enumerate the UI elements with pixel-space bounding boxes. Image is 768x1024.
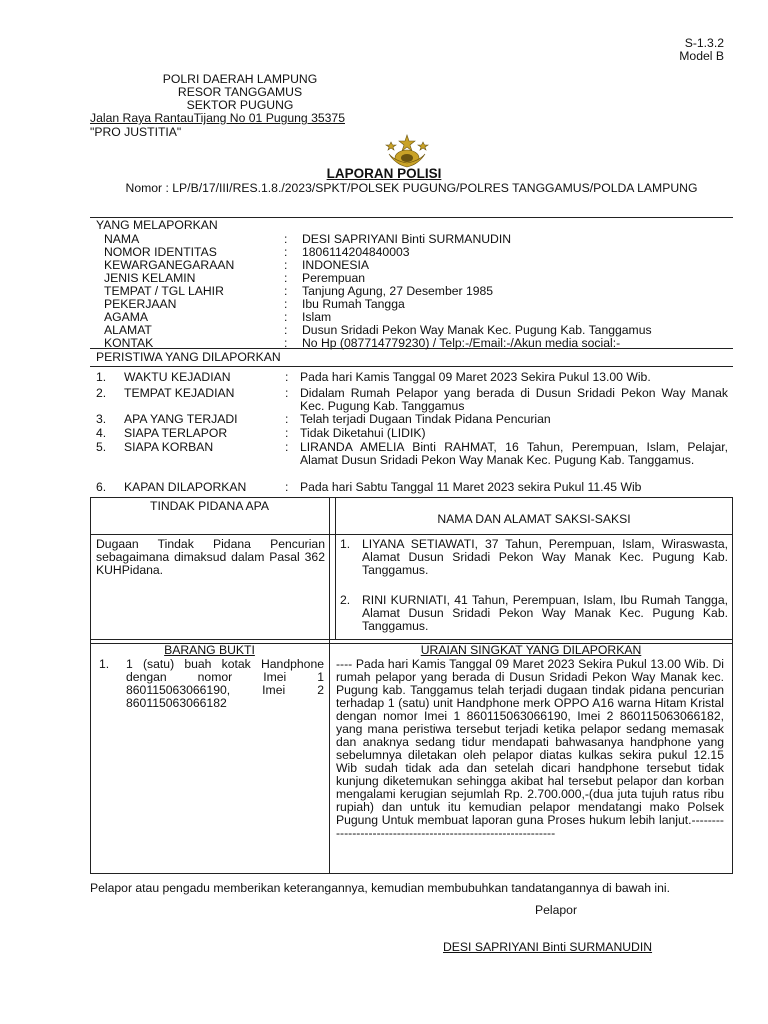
field-colon: :: [284, 258, 288, 272]
barang-bukti-header: BARANG BUKTI: [164, 643, 255, 657]
saksi-list: [340, 538, 728, 634]
event-label: KAPAN DILAPORKAN: [124, 480, 247, 494]
event-colon: :: [285, 480, 289, 494]
form-code-line1: S-1.3.2: [684, 36, 724, 50]
police-emblem-icon: [385, 134, 429, 168]
field-colon: :: [284, 284, 288, 298]
uraian-text: ---- Pada hari Kamis Tanggal 09 Maret 2023 Sekira Pukul 13.00 Wib. Di rumah pelapor yang berada di Dusun Sridadi Pekon Way Manak kec. Pugung kab. Tanggamus telah terjadi dugaan tindak pidana pencurian terhadap 1 (satu) unit Handphone merk OPPO A16 warna Hitam Kristal dengan nomor Imei 1 860115063066190, Imei 2 860115063066182, yang mana peristiwa tersebut terjadi ketika pelapor sedang memasak dan anaknya sedang tidur mendapati bahwasanya handphone yang sebelumnya diletakan oleh pelapor diatas kulkas sekira pukul 12.15 Wib sudah tidak ada dan setelah dicari handphone tersebut tidak kunjung diketemukan sehingga akibat hal tersebut pelapor dan korban mengalami kerugian sejumlah Rp. 2.700.000,-(dua juta tujuh ratus ribu rupiah) dan untuk itu kemudian pelapor mendatangi mako Polsek Pugung Untuk membuat laporan guna Proses hukum lebih lanjut.--------------------------------------------------------------: [336, 657, 724, 840]
list-item: [340, 538, 728, 594]
event-heading: PERISTIWA YANG DILAPORKAN: [96, 350, 281, 364]
saksi-header: NAMA DAN ALAMAT SAKSI-SAKSI: [437, 512, 631, 526]
saksi-text: LIYANA SETIAWATI, 37 Tahun, Perempuan, Islam, Wiraswasta, Alamat Dusun Sridadi Pekon Way Manak Kec. Pugung Kab. Tanggamus.: [362, 537, 728, 577]
field-colon: :: [284, 232, 288, 246]
reporter-heading: YANG MELAPORKAN: [96, 218, 218, 232]
divider: [90, 366, 733, 367]
field-label: TEMPAT / TGL LAHIR: [104, 284, 224, 298]
field-colon: :: [284, 323, 288, 337]
field-value: No Hp (087714779230) / Telp:-/Email:-/Akun media social:-: [302, 336, 621, 350]
event-label: APA YANG TERJADI: [124, 412, 238, 426]
field-colon: :: [284, 271, 288, 285]
saksi-number: 2.: [340, 593, 351, 607]
event-number: 5.: [96, 440, 107, 454]
event-number: 6.: [96, 480, 107, 494]
org-line-2: RESOR TANGGAMUS: [177, 85, 303, 99]
field-value: 1806114204840003: [302, 245, 410, 259]
field-colon: :: [284, 336, 288, 350]
divider: [90, 348, 733, 349]
event-colon: :: [285, 412, 289, 426]
office-address: Jalan Raya RantauTijang No 01 Pugung 35375: [90, 111, 345, 125]
field-value: Dusun Sridadi Pekon Way Manak Kec. Pugung Kab. Tanggamus: [302, 323, 652, 337]
org-line-3: SEKTOR PUGUNG: [186, 98, 294, 112]
field-value: Ibu Rumah Tangga: [302, 297, 405, 311]
event-value: Pada hari Kamis Tanggal 09 Maret 2023 Sekira Pukul 13.00 Wib.: [300, 370, 651, 384]
table-col-divider: [329, 497, 330, 874]
event-value: LIRANDA AMELIA Binti RAHMAT, 16 Tahun, Perempuan, Islam, Pelajar, Alamat Dusun Sridadi Pekon Way Manak Kec. Pugung Kab. Tanggamus.: [300, 440, 728, 467]
event-value: Telah terjadi Dugaan Tindak Pidana Pencurian: [300, 412, 551, 426]
field-value: DESI SAPRIYANI Binti SURMANUDIN: [302, 232, 512, 246]
field-label: KONTAK: [104, 336, 154, 350]
table-row-divider: [90, 534, 733, 535]
event-number: 3.: [96, 412, 107, 426]
event-number: 1.: [96, 370, 107, 384]
event-colon: :: [285, 426, 289, 440]
form-code: [679, 37, 724, 62]
uraian-header: URAIAN SINGKAT YANG DILAPORKAN: [420, 643, 642, 657]
field-label: NOMOR IDENTITAS: [104, 245, 217, 259]
org-line-1: POLRI DAERAH LAMPUNG: [162, 72, 318, 86]
event-value: Pada hari Sabtu Tanggal 11 Maret 2023 sekira Pukul 11.45 Wib: [300, 480, 642, 494]
footer-statement: Pelapor atau pengadu memberikan keterangannya, kemudian membubuhkan tandatangannya di bawah ini.: [90, 881, 670, 895]
event-colon: :: [285, 386, 289, 400]
field-label: PEKERJAAN: [104, 297, 177, 311]
table-row-divider: [90, 639, 733, 640]
signature-name: DESI SAPRIYANI Binti SURMANUDIN: [443, 940, 653, 954]
barang-bukti-text: 1 (satu) buah kotak Handphone dengan nomor Imei 1 860115063066190, Imei 2 860115063066182: [126, 657, 324, 710]
field-colon: :: [284, 297, 288, 311]
report-number: Nomor : LP/B/17/III/RES.1.8./2023/SPKT/POLSEK PUGUNG/POLRES TANGGAMUS/POLDA LAMPUNG: [125, 181, 698, 195]
field-label: JENIS KELAMIN: [104, 271, 196, 285]
field-value: Islam: [302, 310, 332, 324]
saksi-text: RINI KURNIATI, 41 Tahun, Perempuan, Islam, Ibu Rumah Tangga, Alamat Dusun Sridadi Pekon Way Manak Kec. Pugung Kab. Tanggamus.: [362, 593, 728, 633]
org-header: [95, 73, 385, 112]
field-label: ALAMAT: [104, 323, 152, 337]
event-number: 2.: [96, 386, 107, 400]
event-label: WAKTU KEJADIAN: [124, 370, 231, 384]
barang-bukti-number: 1.: [99, 657, 110, 671]
event-colon: :: [285, 440, 289, 454]
field-value: Perempuan: [302, 271, 366, 285]
event-colon: :: [285, 370, 289, 384]
field-value: INDONESIA: [302, 258, 370, 272]
event-value: Tidak Diketahui (LIDIK): [300, 426, 426, 440]
field-label: NAMA: [104, 232, 140, 246]
form-code-line2: Model B: [679, 48, 724, 63]
pro-justitia: "PRO JUSTITIA": [90, 125, 182, 139]
document-title: LAPORAN POLISI: [326, 166, 442, 181]
tindak-pidana-header: TINDAK PIDANA APA: [150, 499, 269, 513]
field-colon: :: [284, 310, 288, 324]
field-value: Tanjung Agung, 27 Desember 1985: [302, 284, 494, 298]
event-label: SIAPA TERLAPOR: [124, 426, 228, 440]
field-label: AGAMA: [104, 310, 149, 324]
signature-label: Pelapor: [535, 903, 578, 917]
saksi-number: 1.: [340, 537, 351, 551]
field-colon: :: [284, 245, 288, 259]
tindak-pidana-text: Dugaan Tindak Pidana Pencurian sebagaimana dimaksud dalam Pasal 362 KUHPidana.: [96, 537, 325, 577]
list-item: [340, 594, 728, 634]
event-label: TEMPAT KEJADIAN: [124, 386, 235, 400]
event-number: 4.: [96, 426, 107, 440]
field-label: KEWARGANEGARAAN: [104, 258, 235, 272]
event-label: SIAPA KORBAN: [124, 440, 214, 454]
event-value: Didalam Rumah Pelapor yang berada di Dusun Sridadi Pekon Way Manak Kec. Pugung Kab. Tanggamus: [300, 386, 728, 413]
